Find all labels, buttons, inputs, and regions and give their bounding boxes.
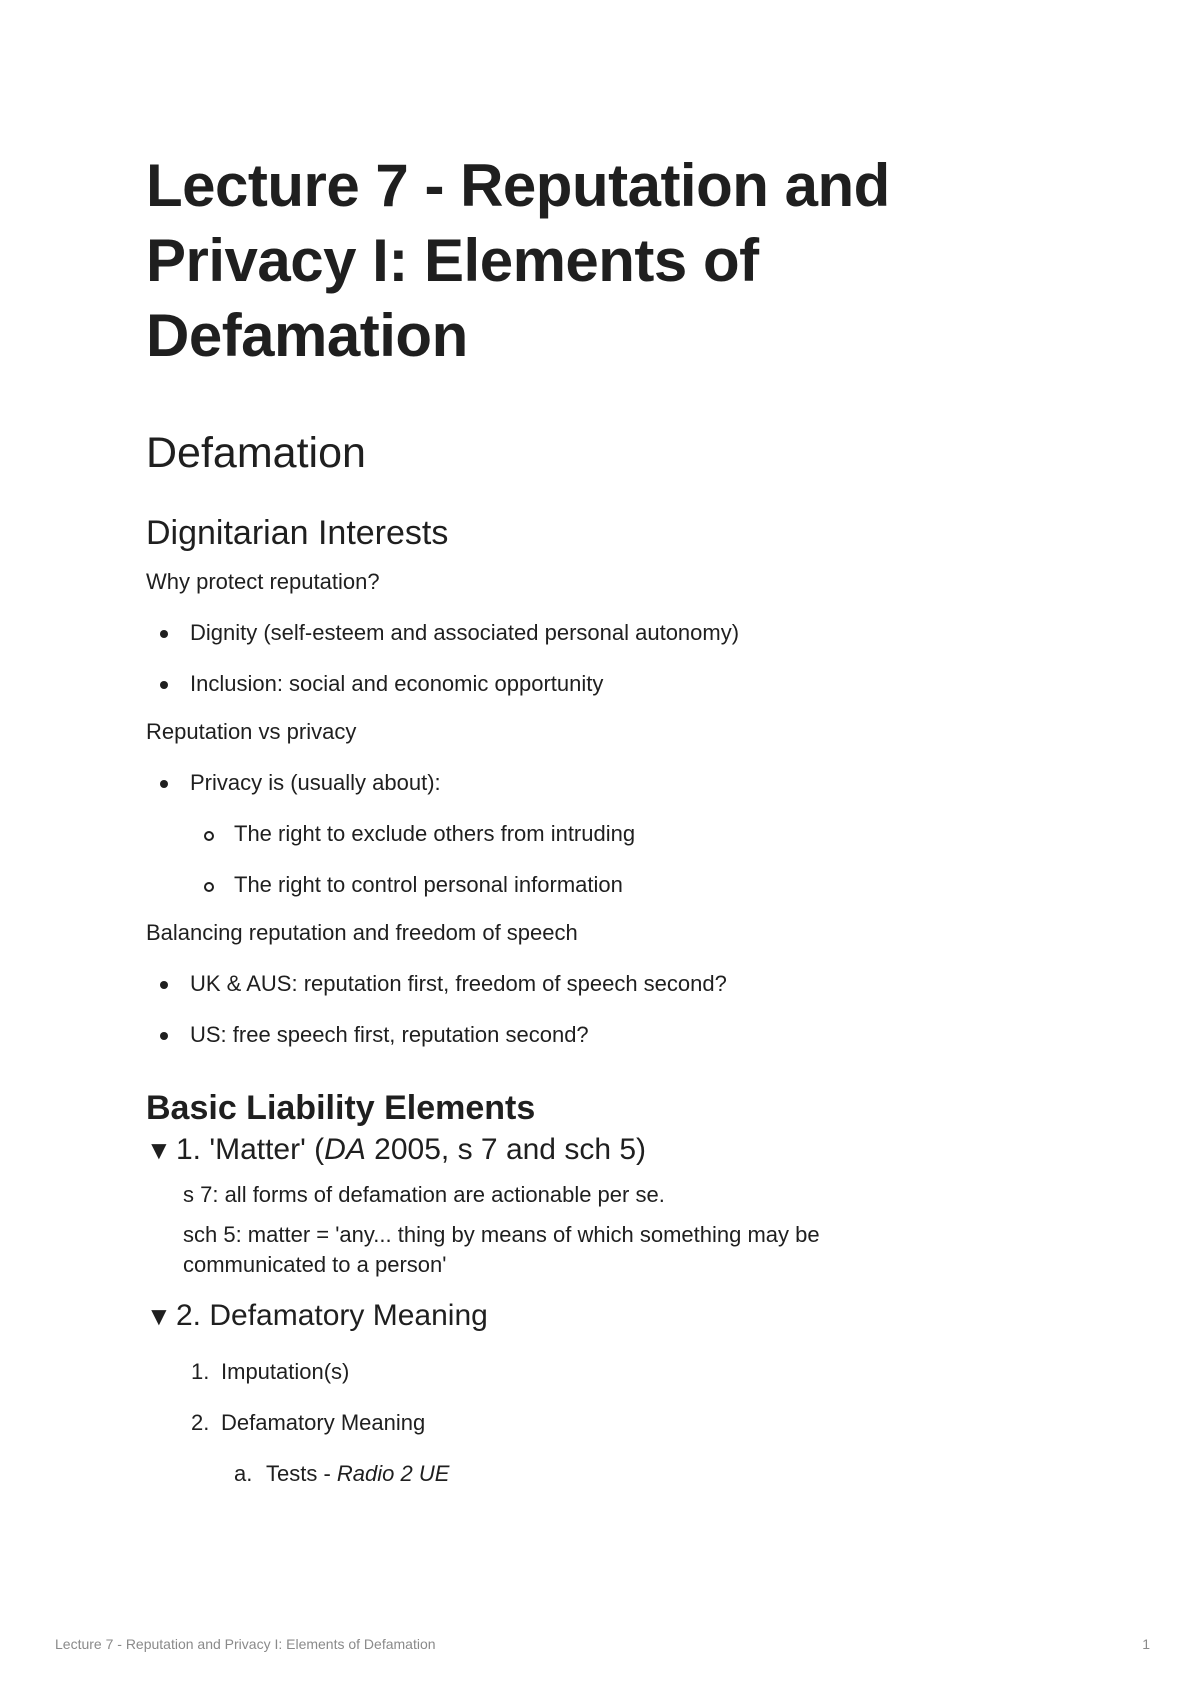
why-protect-list <box>146 618 1066 699</box>
numbered-item <box>183 1408 1066 1438</box>
numbered-text: Defamatory Meaning <box>221 1410 426 1435</box>
toggle-arrow-icon[interactable]: ▼ <box>146 1135 172 1165</box>
document-page <box>146 148 1066 1489</box>
toggle-defamatory-meaning-label: 2. Defamatory Meaning <box>176 1299 488 1332</box>
list-item: US: free speech first, reputation second? <box>146 1020 1066 1050</box>
list-item: Inclusion: social and economic opportunity <box>146 669 1066 699</box>
footer-page-number: 1 <box>1142 1636 1150 1652</box>
toggle-matter[interactable] <box>146 1130 1066 1170</box>
lettered-italic: Radio 2 UE <box>336 1461 450 1486</box>
tests-sublist <box>146 1459 1066 1489</box>
toggle-label-prefix: 1. 'Matter' ( <box>176 1133 325 1166</box>
paragraph-rep-vs-privacy: Reputation vs privacy <box>146 719 357 744</box>
lettered-marker: a. <box>234 1461 253 1486</box>
privacy-sublist <box>146 819 1066 900</box>
numbered-marker: 1. <box>191 1359 210 1384</box>
sub-list-item: The right to control personal information <box>190 870 1066 900</box>
heading-defamation: Defamation <box>146 429 366 477</box>
toggle-arrow-icon[interactable]: ▼ <box>146 1301 172 1331</box>
numbered-text: Imputation(s) <box>221 1359 350 1384</box>
heading-basic-liability: Basic Liability Elements <box>146 1089 536 1127</box>
toggle-label-italic: DA <box>324 1133 366 1166</box>
paragraph-why-protect: Why protect reputation? <box>146 569 380 594</box>
balancing-list <box>146 969 1066 1050</box>
sub-list-item: The right to exclude others from intruding <box>190 819 1066 849</box>
toggle-matter-label <box>176 1130 646 1170</box>
numbered-marker: 2. <box>191 1410 210 1435</box>
list-item: Dignity (self-esteem and associated personal autonomy) <box>146 618 1066 648</box>
paragraph-sch5: sch 5: matter = 'any... thing by means of which something may be communicated to a person' <box>183 1222 820 1277</box>
document-title: Lecture 7 - Reputation and Privacy I: Elements of Defamation <box>146 152 890 369</box>
toggle-matter-body <box>146 1180 1066 1280</box>
footer-title: Lecture 7 - Reputation and Privacy I: Elements of Defamation <box>55 1636 436 1652</box>
toggle-defamatory-meaning[interactable] <box>146 1296 1066 1336</box>
defamatory-meaning-list <box>146 1357 1066 1438</box>
paragraph-s7: s 7: all forms of defamation are actionable per se. <box>183 1182 665 1207</box>
privacy-list <box>146 768 1066 798</box>
list-item: UK & AUS: reputation first, freedom of speech second? <box>146 969 1066 999</box>
toggle-label-suffix: 2005, s 7 and sch 5) <box>365 1133 647 1166</box>
paragraph-balancing: Balancing reputation and freedom of speech <box>146 920 578 945</box>
page-footer <box>55 1636 1150 1652</box>
numbered-item <box>183 1357 1066 1387</box>
heading-dignitarian-interests: Dignitarian Interests <box>146 514 449 552</box>
list-item <box>146 768 1066 798</box>
lettered-text: Tests - <box>266 1461 337 1486</box>
list-item-text: Privacy is (usually about): <box>190 770 441 795</box>
lettered-item <box>234 1459 1066 1489</box>
